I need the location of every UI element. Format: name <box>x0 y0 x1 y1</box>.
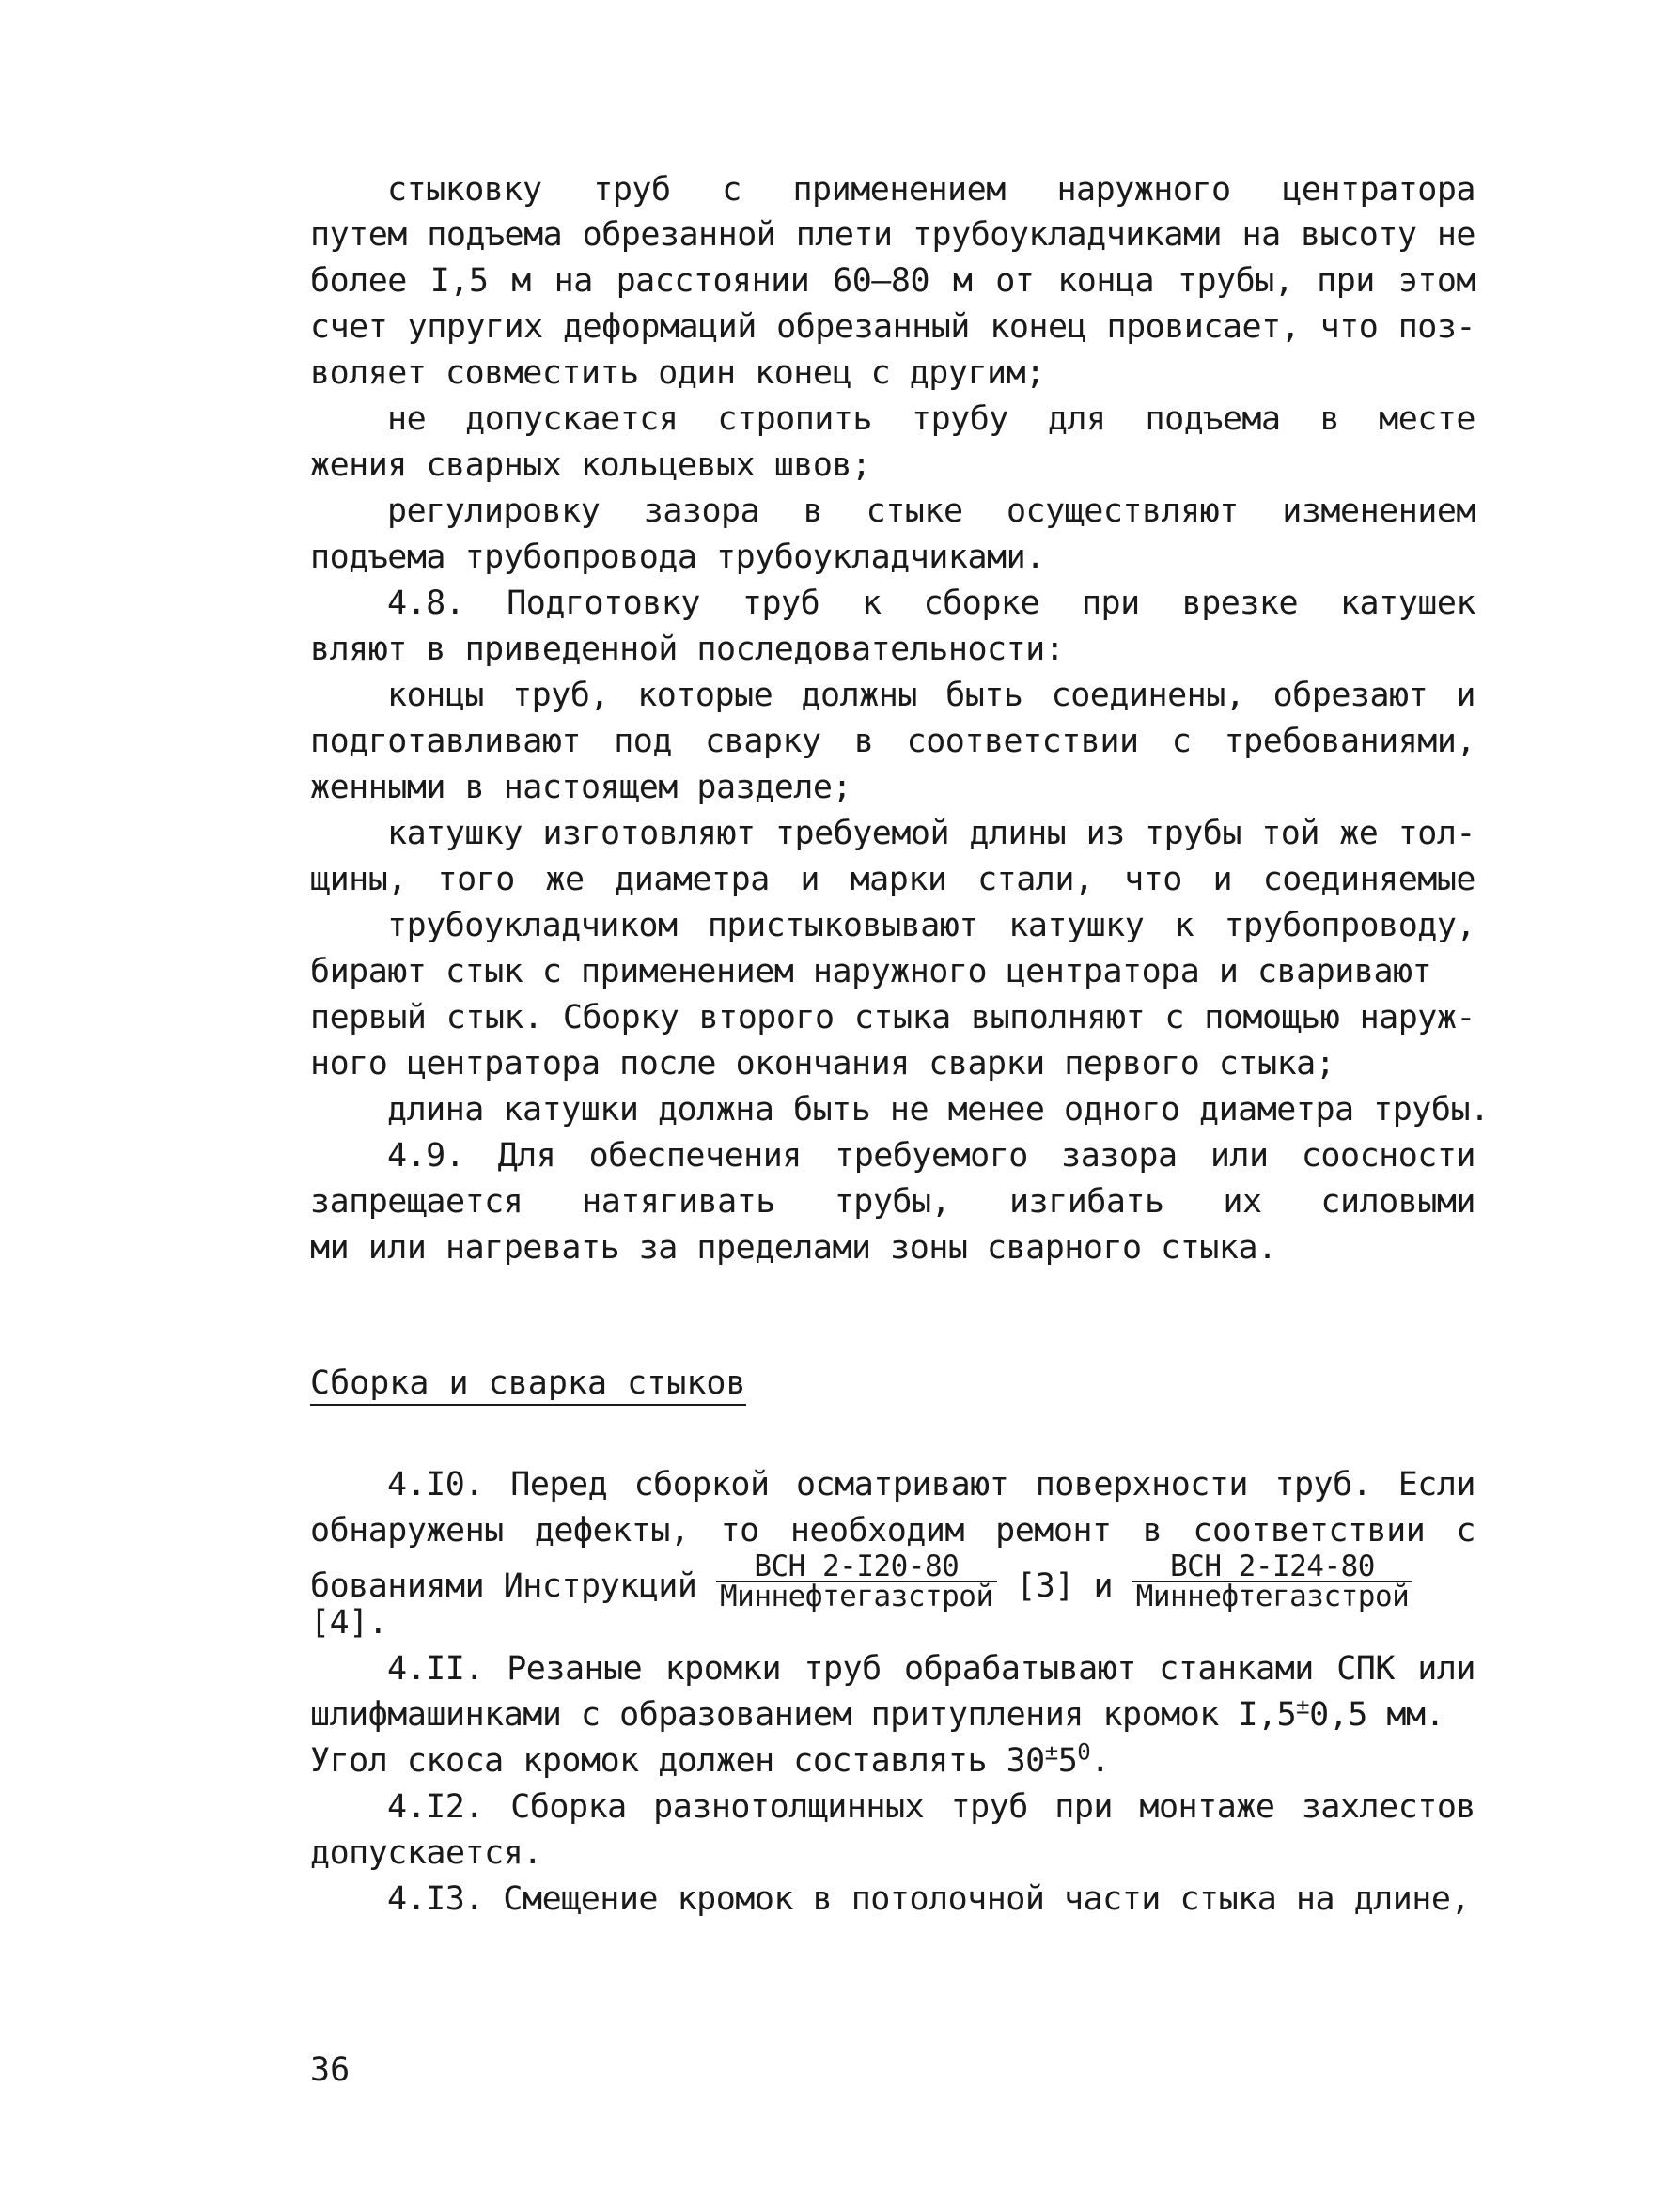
plus-minus-sign: ± <box>1044 1738 1058 1766</box>
text-fragment: бованиями Инструкций <box>310 1567 697 1605</box>
fraction-denominator: Миннефтегазстрой <box>720 1580 993 1613</box>
text-line: регулировку зазора в стыке осуществляют изменением <box>387 492 1475 530</box>
text-fragment: шлифмашинками с образованием притупления кромок I,5 <box>310 1696 1297 1734</box>
text-line <box>310 1692 1475 1734</box>
text-line: бирают стык с применением наружного центратора и сваривают <box>310 953 1432 990</box>
text-line: 4.II. Резаные кромки труб обрабатывают станками СПК или <box>387 1650 1475 1688</box>
fraction-numerator: ВСН 2-I24-80 <box>1132 1552 1413 1582</box>
text-line: обнаружены дефекты, то необходим ремонт в соответствии с <box>310 1512 1475 1550</box>
text-fragment: 0,5 мм. <box>1309 1696 1445 1734</box>
text-line: путем подъема обрезанной плети трубоукладчиками на высоту не <box>310 216 1475 254</box>
text-line: концы труб, которые должны быть соединены, обрезают и <box>387 677 1475 714</box>
fraction-denominator: Миннефтегазстрой <box>1135 1580 1410 1613</box>
text-line: ми или нагревать за пределами зоны сварного стыка. <box>310 1229 1277 1267</box>
norm-reference-fraction <box>716 1552 997 1611</box>
norm-reference-fraction <box>1132 1552 1413 1611</box>
text-line: 4.9. Для обеспечения требуемого зазора или соосности <box>387 1137 1475 1175</box>
plus-minus-sign: ± <box>1296 1692 1310 1720</box>
text-line: воляет совместить один конец с другим; <box>310 354 1045 392</box>
text-line: 4.I3. Смещение кромок в потолочной части стыка на длине, <box>387 1880 1471 1918</box>
text-line <box>310 1738 1475 1780</box>
text-fragment: 5 <box>1057 1742 1078 1780</box>
text-line: не допускается стропить трубу для подъема в месте <box>387 400 1475 438</box>
text-line: 4.I2. Сборка разнотолщинных труб при монтаже захлестов <box>387 1788 1475 1826</box>
degree-sign: 0 <box>1077 1738 1091 1766</box>
text-line: катушку изготовляют требуемой длины из трубы той же тол- <box>387 815 1475 852</box>
fraction-numerator: ВСН 2-I20-80 <box>716 1552 997 1582</box>
text-line: запрещается натягивать трубы, изгибать их силовыми <box>310 1183 1475 1221</box>
text-line: женными в настоящем разделе; <box>310 769 852 806</box>
text-line: более I,5 м на расстоянии 60–80 м от конца трубы, при этом <box>310 262 1475 300</box>
text-line: 4.8. Подготовку труб к сборке при врезке катушек <box>387 584 1475 622</box>
text-line: подъема трубопровода трубоукладчиками. <box>310 538 1045 576</box>
citation-reference: [3] <box>1016 1567 1074 1605</box>
text-line: щины, того же диаметра и марки стали, что и соединяемые <box>310 861 1475 898</box>
text-line: допускается. <box>310 1834 542 1872</box>
text-line: длина катушки должна быть не менее одного диаметра трубы. <box>387 1091 1490 1129</box>
text-fragment: . <box>1090 1742 1110 1780</box>
text-line: жения сварных кольцевых швов; <box>310 446 871 484</box>
section-heading: Сборка и сварка стыков <box>310 1364 746 1406</box>
text-line: стыковку труб с применением наружного центратора <box>387 171 1475 209</box>
text-line: [4]. <box>310 1604 388 1642</box>
text-line: трубоукладчиком пристыковывают катушку к трубопроводу, <box>387 907 1475 944</box>
text-line: первый стык. Сборку второго стыка выполняют с помощью наруж- <box>310 999 1475 1036</box>
page-number: 36 <box>310 2051 351 2089</box>
text-line: ного центратора после окончания сварки первого стыка; <box>310 1045 1335 1083</box>
text-line: 4.I0. Перед сборкой осматривают поверхности труб. Если <box>387 1466 1475 1503</box>
text-fragment: Угол скоса кромок должен составлять 30 <box>310 1742 1045 1780</box>
text-fragment: и <box>1093 1567 1114 1605</box>
text-line: счет упругих деформаций обрезанный конец провисает, что поз- <box>310 308 1475 346</box>
text-line: подготавливают под сварку в соответствии с требованиями, <box>310 723 1475 760</box>
text-line: вляют в приведенной последовательности: <box>310 631 1065 668</box>
